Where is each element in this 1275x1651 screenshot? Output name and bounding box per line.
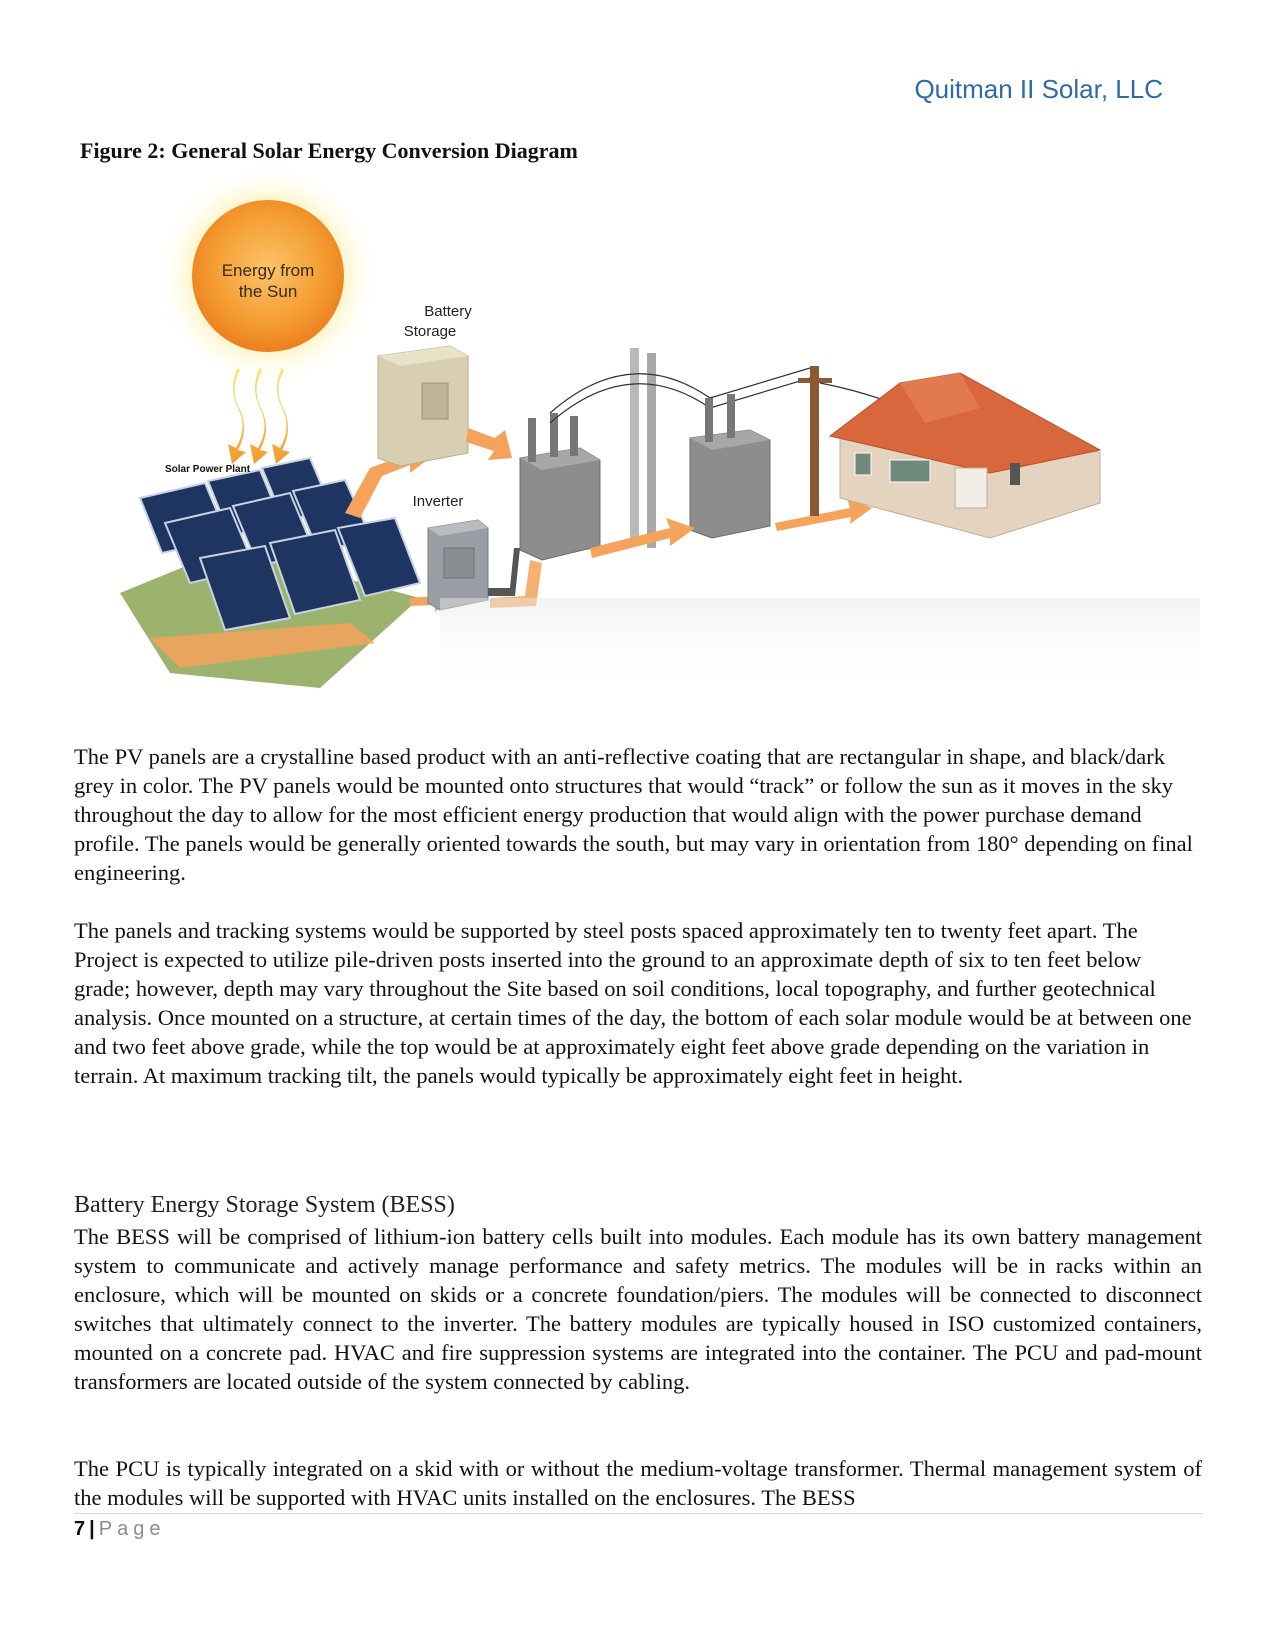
inverter-box (413, 493, 488, 610)
utility-pole (647, 353, 656, 548)
battery-storage-cabinet (378, 303, 472, 466)
battery-label-line1: Battery (424, 303, 472, 320)
paragraph-bess: The BESS will be comprised of lithium-ion battery cells built into modules. Each module has its own battery management system to communicate and actively manage performance and safety metrics. The modules will be in racks within an enclosure, which will be mounted on skids or a concrete foundation/piers. The modules will be connected to disconnect switches that ultimately connect to the inverter. The battery modules are typically housed in ISO customized containers, mounted on a concrete pad. HVAC and fire suppression systems are integrated into the container. The PCU and pad-mount transformers are located outside of the system connected by cabling. (74, 1224, 1202, 1394)
footer-divider (74, 1513, 1202, 1514)
house-icon (830, 373, 1100, 538)
flow-arrow-icon (466, 428, 512, 460)
transformer-icon (520, 413, 600, 560)
paragraph-tracking-systems: The panels and tracking systems would be supported by steel posts spaced approximately ten to twenty feet apart. The Project is expected to utilize pile-driven posts inserted into the ground to an approximate depth of six to ten feet below grade; however, depth may vary throughout the Site based on soil conditions, local topography, and further geotechnical analysis. Once mounted on a structure, at certain times of the day, the bottom of each solar module would be at between one and two feet above grade, while the top would be at approximately eight feet above grade depending on the variation in terrain. At maximum tracking tilt, the panels would typically be approximately eight feet in height. (74, 918, 1192, 1088)
sun-group (156, 168, 380, 464)
section-heading-bess: Battery Energy Storage System (BESS) (74, 1192, 455, 1218)
page-label: Page (98, 1518, 166, 1540)
paragraph-pcu: The PCU is typically integrated on a skid with or without the medium-voltage transformer. Thermal management system of the modules will be supported with HVAC units installed on the enclosures. The BESS (74, 1456, 1202, 1510)
paragraph-pv-panels: The PV panels are a crystalline based product with an anti-reflective coating that are rectangular in shape, and black/dark grey in color. The PV panels would be mounted onto structures that would “track” or follow the sun as it moves in the sky throughout the day to allow for the most efficient energy production that would align with the power purchase demand profile. The panels would be generally oriented towards the south, but may vary in orientation from 180° depending on final engineering. (74, 744, 1193, 885)
power-lines (550, 368, 810, 423)
wood-pole (810, 366, 819, 516)
utility-pole (630, 348, 639, 543)
flow-arrow-icon (590, 518, 695, 558)
ground-shadow (440, 598, 1200, 698)
figure-caption: Figure 2: General Solar Energy Conversion Diagram (80, 138, 578, 163)
header-company-name: Quitman II Solar, LLC (914, 74, 1163, 104)
solar-plant-label: Solar Power Plant (165, 464, 251, 475)
cable (488, 548, 520, 596)
inverter-label: Inverter (412, 493, 464, 510)
battery-label-line2: Storage (403, 323, 457, 340)
page-footer (74, 1518, 165, 1541)
solar-energy-diagram (110, 168, 1200, 738)
page-number: 7 (74, 1518, 86, 1540)
sun-label-line2: the Sun (238, 282, 298, 301)
footer-separator: | (89, 1518, 95, 1540)
transformer-icon (690, 394, 770, 538)
wood-pole-crossarm (798, 378, 832, 383)
sun-label-line1: Energy from (221, 261, 315, 280)
